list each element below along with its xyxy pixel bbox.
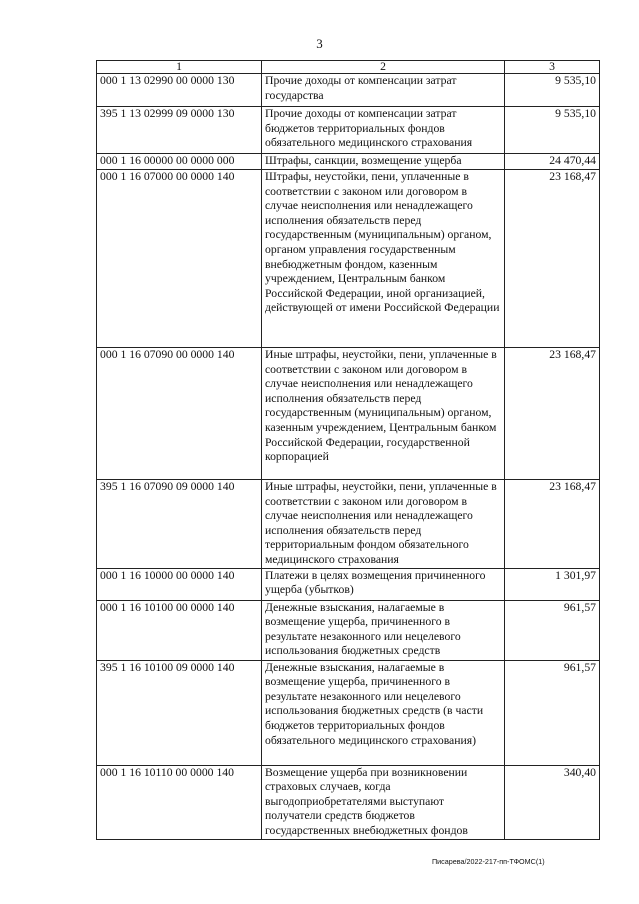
row-amount: 961,57 bbox=[505, 660, 600, 765]
row-name: Возмещение ущерба при возникновении страховых случаев, когда выгодоприобретателями выступают получатели средств бюджетов государственных внебюджетных фондов bbox=[262, 765, 505, 839]
row-code: 000 1 16 00000 00 0000 000 bbox=[97, 154, 262, 170]
table-row bbox=[97, 154, 600, 170]
table-row bbox=[97, 765, 600, 839]
row-name: Прочие доходы от компенсации затрат государства bbox=[262, 74, 505, 107]
row-name: Штрафы, санкции, возмещение ущерба bbox=[262, 154, 505, 170]
table-row bbox=[97, 568, 600, 600]
table-row bbox=[97, 107, 600, 154]
row-code: 395 1 16 10100 09 0000 140 bbox=[97, 660, 262, 765]
row-name: Иные штрафы, неустойки, пени, уплаченные в соответствии с законом или договором в случае неисполнения или ненадлежащего исполнения обязательств перед государственным (муниципальным) органом, казенным учреждением, Центральным банком Российской Федерации, государственной корпорацией bbox=[262, 348, 505, 480]
row-amount: 9 535,10 bbox=[505, 74, 600, 107]
row-code: 000 1 13 02990 00 0000 130 bbox=[97, 74, 262, 107]
row-name: Иные штрафы, неустойки, пени, уплаченные в соответствии с законом или договором в случае неисполнения или ненадлежащего исполнения обязательств перед территориальным фондом обязательного медицинского страхования bbox=[262, 480, 505, 569]
column-header-code: 1 bbox=[97, 61, 262, 74]
revenue-table bbox=[96, 60, 600, 840]
table-row bbox=[97, 74, 600, 107]
row-code: 395 1 16 07090 09 0000 140 bbox=[97, 480, 262, 569]
row-name: Штрафы, неустойки, пени, уплаченные в соответствии с законом или договором в случае неисполнения или ненадлежащего исполнения обязательств перед государственным (муниципальным) органом, органом управления государственным внебюджетным фондом, казенным учреждением, Центральным банком Российской Федерации, иной организацией, действующей от имени Российской Федерации bbox=[262, 170, 505, 348]
table-row bbox=[97, 600, 600, 660]
table-row bbox=[97, 170, 600, 348]
row-amount: 961,57 bbox=[505, 600, 600, 660]
row-code: 000 1 16 10100 00 0000 140 bbox=[97, 600, 262, 660]
row-code: 000 1 16 07000 00 0000 140 bbox=[97, 170, 262, 348]
row-amount: 23 168,47 bbox=[505, 480, 600, 569]
row-name: Денежные взыскания, налагаемые в возмещение ущерба, причиненного в результате незаконного или нецелевого использования бюджетных средств bbox=[262, 600, 505, 660]
table-header-row bbox=[97, 61, 600, 74]
column-header-amount: 3 bbox=[505, 61, 600, 74]
row-amount: 23 168,47 bbox=[505, 170, 600, 348]
row-name: Прочие доходы от компенсации затрат бюджетов территориальных фондов обязательного медицинского страхования bbox=[262, 107, 505, 154]
row-name: Платежи в целях возмещения причиненного ущерба (убытков) bbox=[262, 568, 505, 600]
column-header-name: 2 bbox=[262, 61, 505, 74]
page-number: 3 bbox=[316, 36, 323, 51]
row-code: 000 1 16 10110 00 0000 140 bbox=[97, 765, 262, 839]
row-code: 395 1 13 02999 09 0000 130 bbox=[97, 107, 262, 154]
row-amount: 23 168,47 bbox=[505, 348, 600, 480]
table-row bbox=[97, 348, 600, 480]
table-row bbox=[97, 480, 600, 569]
row-code: 000 1 16 07090 00 0000 140 bbox=[97, 348, 262, 480]
row-amount: 340,40 bbox=[505, 765, 600, 839]
row-code: 000 1 16 10000 00 0000 140 bbox=[97, 568, 262, 600]
row-amount: 24 470,44 bbox=[505, 154, 600, 170]
row-amount: 1 301,97 bbox=[505, 568, 600, 600]
table-row bbox=[97, 660, 600, 765]
row-name: Денежные взыскания, налагаемые в возмещение ущерба, причиненного в результате незаконного или нецелевого использования бюджетных средств (в части бюджетов территориальных фондов обязательного медицинского страхования) bbox=[262, 660, 505, 765]
document-reference: Писарева/2022-217-пп-ТФОМС(1) bbox=[432, 857, 545, 866]
row-amount: 9 535,10 bbox=[505, 107, 600, 154]
